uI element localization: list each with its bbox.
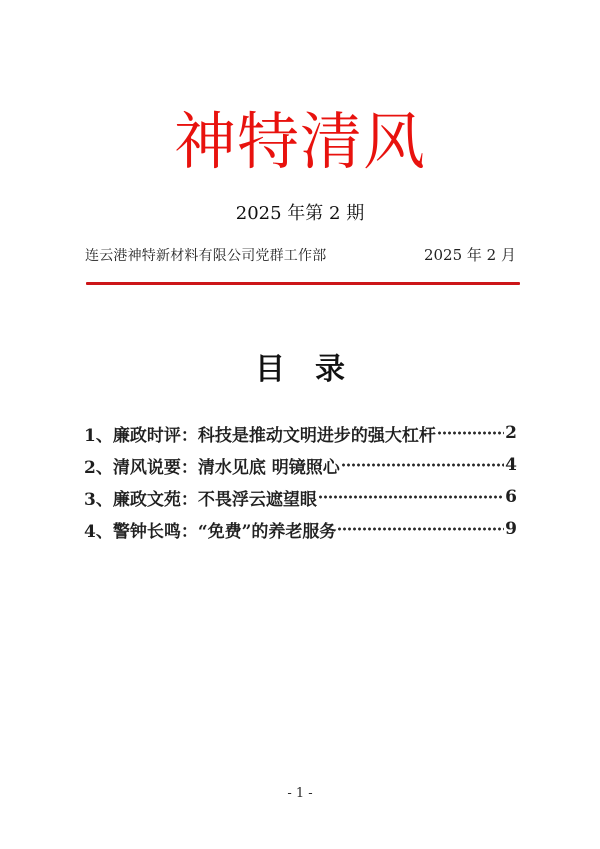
toc-item bbox=[84, 417, 517, 449]
toc-item-label: 1、廉政时评：科技是推动文明进步的强大杠杆 bbox=[84, 425, 436, 446]
toc-item bbox=[84, 481, 517, 513]
toc-page-number: 9 bbox=[505, 519, 517, 539]
toc-item bbox=[84, 449, 517, 481]
toc-leader-dots bbox=[437, 417, 504, 449]
publication-date: 2025 年 2 月 bbox=[423, 246, 516, 264]
toc-leader-dots bbox=[341, 449, 504, 481]
toc-page-number: 6 bbox=[505, 487, 517, 507]
toc-leader-dots bbox=[318, 481, 504, 513]
toc-list bbox=[84, 417, 517, 545]
toc-item bbox=[84, 513, 517, 545]
newsletter-title: 神特清风 bbox=[173, 105, 426, 178]
toc-leader-dots bbox=[337, 513, 504, 545]
toc-item-label: 4、警钟长鸣：“免费”的养老服务 bbox=[84, 521, 337, 542]
header-divider-rule bbox=[86, 282, 520, 285]
masthead-row bbox=[85, 245, 516, 266]
toc-page-number: 2 bbox=[505, 423, 517, 443]
toc-item-label: 3、廉政文苑：不畏浮云遮望眼 bbox=[84, 489, 317, 510]
toc-page-number: 4 bbox=[505, 455, 517, 475]
publisher-name: 连云港神特新材料有限公司党群工作部 bbox=[85, 248, 327, 264]
toc-heading: 目 录 bbox=[255, 352, 345, 387]
toc-item-label: 2、清风说要：清水见底 明镜照心 bbox=[84, 457, 340, 478]
issue-number: 2025 年第 2 期 bbox=[235, 203, 365, 224]
page-number: - 1 - bbox=[287, 786, 313, 801]
